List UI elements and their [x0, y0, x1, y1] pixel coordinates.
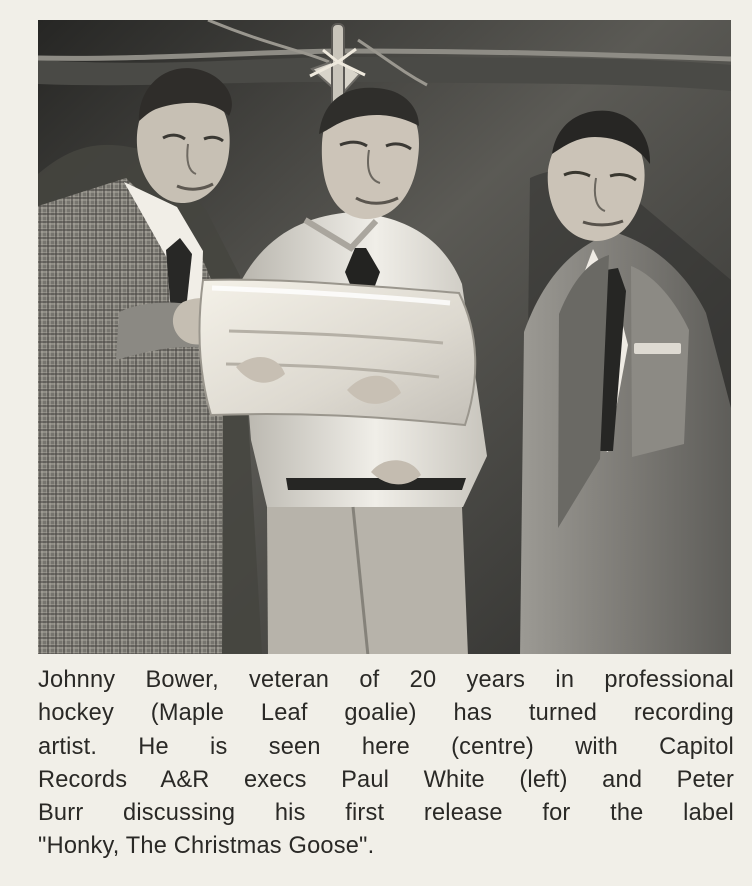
- caption-line-1: Johnny Bower, veteran of 20 years in professional: [38, 667, 734, 693]
- caption-line-3: artist. He is seen here (centre) with Capitol: [38, 733, 734, 760]
- caption-line-4: Records A&R execs Paul White (left) and Peter: [38, 766, 734, 793]
- photo-caption: [38, 664, 734, 864]
- studio-photo-illustration: [38, 20, 731, 654]
- news-photo: [38, 20, 731, 654]
- caption-line-6: "Honky, The Christmas Goose".: [38, 833, 375, 860]
- caption-line-5: Burr discussing his first release for the label: [38, 800, 734, 827]
- held-papers: [199, 280, 475, 425]
- caption-line-2: hockey (Maple Leaf goalie) has turned recording: [38, 700, 734, 727]
